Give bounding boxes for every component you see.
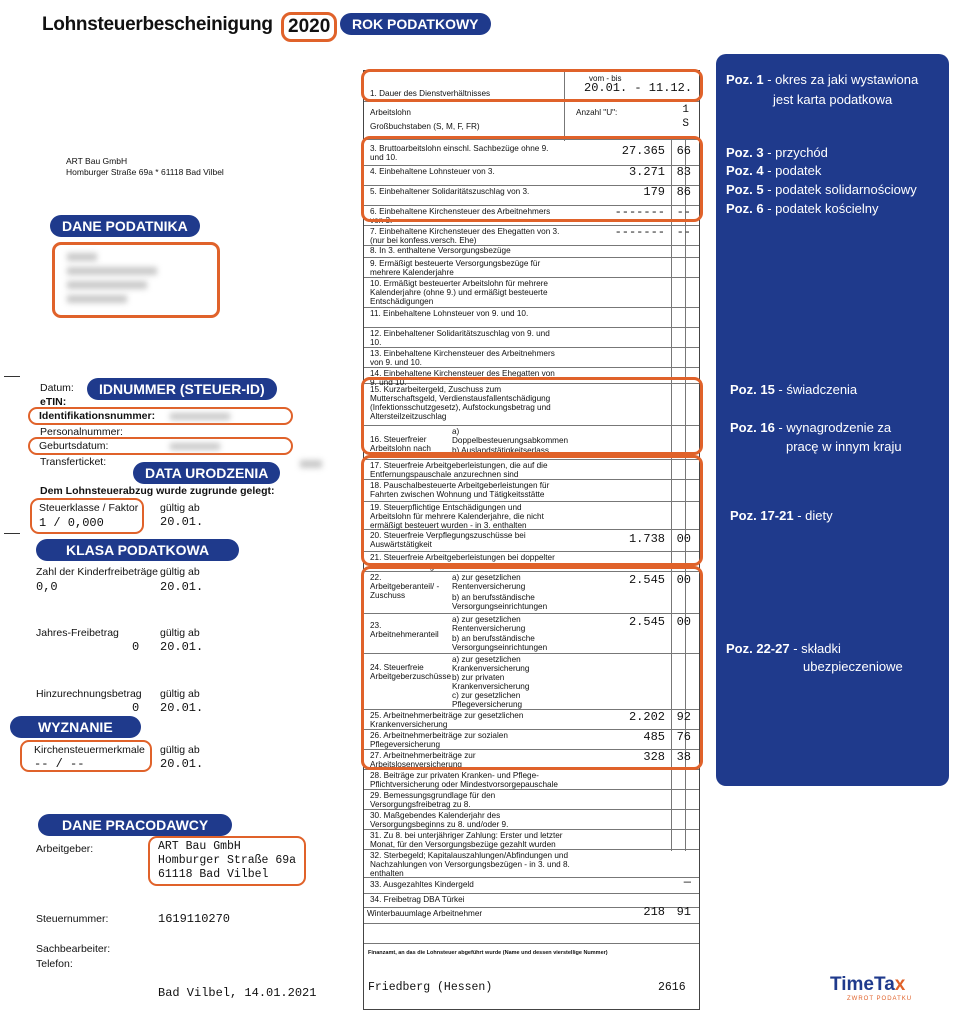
row-label: 19. Steuerpflichtige Entschädigungen und Arbeitslohn für mehrere Kalenderjahre, die nicht ermäßigt besteuert wurden - in 3. enthalten bbox=[370, 503, 544, 530]
gueltig-label: gültig ab bbox=[160, 502, 200, 514]
form-row-33 bbox=[364, 877, 699, 894]
blurred-text bbox=[170, 443, 220, 450]
row-amount: 1.738 bbox=[628, 532, 665, 546]
row-label: 16. Steuerfreier Arbeitslohn nach bbox=[370, 435, 431, 453]
row-sublabel: c) zur gesetzlichen Pflegeversicherung bbox=[452, 691, 523, 709]
tax-year-highlight: 2020 bbox=[281, 12, 337, 42]
row-sublabel: a) zur gesetzlichen Rentenversicherung bbox=[452, 615, 526, 633]
form-row-7 bbox=[364, 225, 699, 246]
row-cents: 00 bbox=[676, 615, 691, 629]
blurred-text bbox=[67, 281, 147, 289]
row-label: 31. Zu 8. bei unterjähriger Zahlung: Erster und letzter Monat, für den Versorgungsbezüge gezahlt wurden bbox=[370, 831, 563, 849]
row-label: 34. Freibetrag DBA Türkei bbox=[370, 895, 465, 904]
kinder-label: Zahl der Kinderfreibeträge bbox=[36, 566, 158, 578]
row-cents: 66 bbox=[676, 144, 691, 158]
row-sublabel: b) an berufsständische Versorgungseinrichtungen bbox=[452, 634, 548, 652]
form-row-10 bbox=[364, 277, 699, 308]
kinder-value: 0,0 bbox=[36, 580, 58, 594]
transfer-label: Transferticket: bbox=[40, 456, 107, 468]
gueltig-date: 20.01. bbox=[160, 757, 204, 771]
row-label: 29. Bemessungsgrundlage für den Versorgungsfreibetrag zu 8. bbox=[370, 791, 496, 809]
arbeitgeber-label: Arbeitgeber: bbox=[36, 843, 94, 855]
row-amount: 218 bbox=[643, 905, 665, 919]
blurred-text bbox=[170, 413, 230, 420]
personal-label: Personalnummer: bbox=[40, 426, 123, 438]
form-row-12 bbox=[364, 327, 699, 348]
row-value: S bbox=[682, 118, 689, 130]
panel-line-poz-5: Poz. 5 - podatek solidarnościowy bbox=[726, 182, 917, 197]
kirchen-value: -- / -- bbox=[34, 757, 85, 771]
row-label: Arbeitslohn bbox=[370, 108, 411, 117]
explanation-panel bbox=[716, 54, 949, 786]
highlight-poz-15-16 bbox=[361, 377, 703, 455]
row-sublabel: a) zur gesetzlichen Krankenversicherung bbox=[452, 655, 530, 673]
datum-label: Datum: bbox=[40, 382, 74, 394]
row-cents: — bbox=[683, 875, 691, 889]
telefon-label: Telefon: bbox=[36, 958, 73, 970]
row-cents: 76 bbox=[676, 730, 691, 744]
tax-year-badge: ROK PODATKOWY bbox=[340, 13, 491, 35]
panel-line-poz-16: Poz. 16 - wynagrodzenie za bbox=[730, 420, 892, 435]
finanzamt-label: Finanzamt, an das die Lohnsteuer abgeführt wurde (Name und dessen vierstellige Nummer) bbox=[368, 950, 608, 956]
idnummer-box bbox=[28, 407, 293, 425]
row-label: Anzahl "U": bbox=[576, 108, 618, 117]
kirchen-box bbox=[20, 740, 152, 772]
etin-label: eTIN: bbox=[40, 396, 67, 408]
row-label: 28. Beiträge zur privaten Kranken- und Pflege-Pflichtversicherung oder Mindestvorsorgepauschale bbox=[370, 771, 558, 789]
finanzamt-name: Friedberg (Hessen) bbox=[368, 981, 493, 994]
abzug-label: Dem Lohnsteuerabzug wurde zugrunde gelegt: bbox=[40, 485, 275, 497]
jahres-label: Jahres-Freibetrag bbox=[36, 627, 119, 639]
row-cents: 83 bbox=[676, 165, 691, 179]
timetax-logo-subtitle: ZWROT PODATKU bbox=[847, 996, 913, 1002]
blurred-text bbox=[300, 460, 322, 468]
row-label: 12. Einbehaltener Solidaritätszuschlag von 9. und 10. bbox=[370, 329, 550, 347]
row-label: 10. Ermäßigt besteuerter Arbeitslohn für mehrere Kalenderjahre (ohne 9.) und ermäßigt besteuerte Entschädigungen bbox=[370, 279, 548, 306]
taxpayer-data-box bbox=[52, 242, 220, 318]
steuerklasse-label: Steuerklasse / Faktor bbox=[39, 502, 139, 514]
row-amount: 485 bbox=[643, 730, 665, 744]
row-label: 11. Einbehaltene Lohnsteuer von 9. und 10. bbox=[370, 309, 529, 318]
form-row-28 bbox=[364, 769, 699, 790]
margin-mark bbox=[4, 376, 20, 377]
place-date: Bad Vilbel, 14.01.2021 bbox=[158, 986, 317, 1000]
row-sublabel: a) zur gesetzlichen Rentenversicherung bbox=[452, 573, 526, 591]
row-label: 22. Arbeitgeberanteil/ -Zuschuss bbox=[370, 573, 440, 600]
row-label: 33. Ausgezahltes Kindergeld bbox=[370, 880, 474, 889]
gueltig-label: gültig ab bbox=[160, 744, 200, 756]
employer-address-line: Homburger Straße 69a bbox=[158, 854, 297, 867]
row-label: 5. Einbehaltener Solidaritätszuschlag von 3. bbox=[370, 187, 530, 196]
row-label: 9. Ermäßigt besteuerte Versorgungsbezüge für mehrere Kalenderjahre bbox=[370, 259, 541, 277]
highlight-poz-22-27 bbox=[361, 566, 703, 770]
row-cents: -- bbox=[676, 205, 691, 219]
highlight-poz-17-21 bbox=[361, 455, 703, 566]
gueltig-date: 20.01. bbox=[160, 580, 204, 594]
row-sublabel: b) zur privaten Krankenversicherung bbox=[452, 673, 530, 691]
panel-line-poz-1: Poz. 1 - okres za jaki wystawiona bbox=[726, 72, 919, 87]
row-cents: 00 bbox=[676, 573, 691, 587]
steuerklasse-box bbox=[30, 498, 144, 534]
gueltig-label: gültig ab bbox=[160, 566, 200, 578]
form-row-13 bbox=[364, 347, 699, 368]
form-row-32 bbox=[364, 849, 699, 878]
form-row-11 bbox=[364, 307, 699, 328]
row-label: 4. Einbehaltene Lohnsteuer von 3. bbox=[370, 167, 495, 176]
gueltig-date: 20.01. bbox=[160, 701, 204, 715]
steuernummer-value: 1619110270 bbox=[158, 912, 231, 926]
form-row-35 bbox=[364, 907, 699, 924]
steuernummer-label: Steuernummer: bbox=[36, 913, 109, 925]
timetax-logo: TimeTax bbox=[830, 974, 906, 995]
row-amount: 2.545 bbox=[628, 573, 665, 587]
row-amount: 179 bbox=[643, 185, 665, 199]
kirchen-label: Kirchensteuermerkmale bbox=[34, 744, 145, 756]
row-cents: 38 bbox=[676, 750, 691, 764]
row-sublabel: b) an berufsständische Versorgungseinrichtungen bbox=[452, 593, 548, 611]
highlight-poz-3-6 bbox=[361, 136, 703, 222]
row-value: 1 bbox=[682, 104, 689, 116]
geburt-box bbox=[28, 437, 293, 455]
employer-address bbox=[158, 840, 296, 882]
form-row-31 bbox=[364, 829, 699, 850]
finanzamt-number: 2616 bbox=[658, 981, 686, 994]
row-cents: 91 bbox=[676, 905, 691, 919]
gueltig-date: 20.01. bbox=[160, 640, 204, 654]
row-sublabel: b) Auslandstätigkeitserlass bbox=[452, 446, 549, 455]
form-spacer-row bbox=[364, 923, 699, 944]
pill-klasa-podatkowa: KLASA PODATKOWA bbox=[36, 539, 239, 561]
row-cents: 00 bbox=[676, 532, 691, 546]
panel-line-poz-1-cont: jest karta podatkowa bbox=[773, 92, 893, 107]
panel-line-poz-17-21: Poz. 17-21 - diety bbox=[730, 508, 833, 523]
panel-line-poz-16-cont: pracę w innym kraju bbox=[786, 439, 902, 454]
row-label: 3. Bruttoarbeitslohn einschl. Sachbezüge ohne 9. und 10. bbox=[370, 144, 549, 162]
row-label: 32. Sterbegeld; Kapitalauszahlungen/Abfindungen und Nachzahlungen von Versorgungsbezügen - in 3. und 8. enthalten bbox=[370, 851, 570, 878]
gueltig-label: gültig ab bbox=[160, 627, 200, 639]
pill-dane-podatnika: DANE PODATNIKA bbox=[50, 215, 200, 237]
blurred-text bbox=[67, 253, 97, 261]
geburt-label: Geburtsdatum: bbox=[39, 440, 109, 452]
panel-line-poz-22-27-cont: ubezpieczeniowe bbox=[803, 659, 903, 674]
panel-line-poz-6: Poz. 6 - podatek kościelny bbox=[726, 201, 879, 216]
form-row-29 bbox=[364, 789, 699, 810]
highlight-poz-1 bbox=[361, 69, 703, 102]
ident-label: Identifikationsnummer: bbox=[39, 410, 156, 422]
form-row-30 bbox=[364, 809, 699, 830]
row-label: 18. Pauschalbesteuerte Arbeitgeberleistungen für Fahrten zwischen Wohnung und Tätigkeitsstätte bbox=[370, 481, 550, 499]
row-cents: 86 bbox=[676, 185, 691, 199]
vom-bis-label: vom - bis bbox=[589, 74, 622, 83]
row-label: 6. Einbehaltene Kirchensteuer des Arbeitnehmers von 3. bbox=[370, 207, 551, 225]
sachbearbeiter-label: Sachbearbeiter: bbox=[36, 943, 111, 955]
document-title: Lohnsteuerbescheinigung bbox=[42, 14, 273, 35]
pill-data-urodzenia: DATA URODZENIA bbox=[133, 462, 280, 484]
steuerklasse-value: 1 / 0,000 bbox=[39, 516, 104, 530]
row-label: 21. Steuerfreie Arbeitgeberleistungen bei doppelter Haushaltsführung bbox=[370, 553, 555, 571]
employer-small-address bbox=[66, 156, 224, 178]
row-label: 1. Dauer des Dienstverhältnisses bbox=[370, 89, 491, 98]
row-label: 8. In 3. enthaltene Versorgungsbezüge bbox=[370, 246, 511, 255]
margin-mark bbox=[4, 533, 20, 534]
row-label: 15. Kurzarbeitergeld, Zuschuss zum Mutterschaftsgeld, Verdienstausfallentschädigung (Infektionsschutzgesetz), Aufstockungsbetrag und Altersteilzeitzuschlag bbox=[370, 385, 551, 421]
row-cents: 92 bbox=[676, 710, 691, 724]
row-label: 20. Steuerfreie Verpflegungszuschüsse bei Auswärtstätigkeit bbox=[370, 531, 526, 549]
employer-small-line2: Homburger Straße 69a * 61118 Bad Vilbel bbox=[66, 167, 224, 177]
form-row-2 bbox=[364, 101, 699, 140]
row-label: 26. Arbeitnehmerbeiträge zur sozialen Pflegeversicherung bbox=[370, 731, 508, 749]
row-amount: ------- bbox=[614, 205, 665, 219]
row-amount: 2.545 bbox=[628, 615, 665, 629]
row-label: 23. Arbeitnehmeranteil bbox=[370, 621, 439, 639]
panel-line-poz-15: Poz. 15 - świadczenia bbox=[730, 382, 858, 397]
row-label: 7. Einbehaltene Kirchensteuer des Ehegatten von 3. (nur bei konfess.versch. Ehe) bbox=[370, 227, 560, 245]
pill-idnummer: IDNUMMER (STEUER-ID) bbox=[87, 378, 277, 400]
blurred-text bbox=[67, 295, 127, 303]
hinzu-label: Hinzurechnungsbetrag bbox=[36, 688, 142, 700]
row-value: 20.01. - 11.12. bbox=[584, 81, 693, 95]
hinzu-value: 0 bbox=[132, 701, 140, 715]
row-label: 30. Maßgebendes Kalenderjahr des Versorgungsbeginns zu 8. und/oder 9. bbox=[370, 811, 509, 829]
jahres-value: 0 bbox=[132, 640, 140, 654]
pill-dane-pracodawcy: DANE PRACODAWCY bbox=[38, 814, 232, 836]
gueltig-date: 20.01. bbox=[160, 515, 204, 529]
row-label: 25. Arbeitnehmerbeiträge zur gesetzlichen Krankenversicherung bbox=[370, 711, 524, 729]
gueltig-label: gültig ab bbox=[160, 688, 200, 700]
row-amount: ------- bbox=[614, 225, 665, 239]
row-amount: 27.365 bbox=[621, 144, 665, 158]
row-cents: -- bbox=[676, 225, 691, 239]
form-row-9 bbox=[364, 257, 699, 278]
panel-line-poz-22-27: Poz. 22-27 - składki bbox=[726, 641, 841, 656]
row-amount: 3.271 bbox=[628, 165, 665, 179]
row-label: 24. Steuerfreie Arbeitgeberzuschüsse bbox=[370, 663, 452, 681]
row-label: 13. Einbehaltene Kirchensteuer des Arbeitnehmers von 9. und 10. bbox=[370, 349, 555, 367]
row-amount: 328 bbox=[643, 750, 665, 764]
panel-line-poz-4: Poz. 4 - podatek bbox=[726, 163, 822, 178]
panel-line-poz-3: Poz. 3 - przychód bbox=[726, 145, 828, 160]
employer-address-line: 61118 Bad Vilbel bbox=[158, 868, 269, 881]
row-sublabel: a) Doppelbesteuerungsabkommen bbox=[452, 427, 569, 445]
employer-small-line1: ART Bau GmbH bbox=[66, 156, 128, 166]
row-label: 27. Arbeitnehmerbeiträge zur Arbeitslosenversicherung bbox=[370, 751, 476, 769]
row-label: 17. Steuerfreie Arbeitgeberleistungen, die auf die Entfernungspauschale anzurechnen sind bbox=[370, 461, 548, 479]
employer-address-box bbox=[148, 836, 306, 886]
employer-address-line: ART Bau GmbH bbox=[158, 840, 241, 853]
row-label: Großbuchstaben (S, M, F, FR) bbox=[370, 122, 480, 131]
row-label: Winterbauumlage Arbeitnehmer bbox=[367, 909, 483, 918]
row-label: 14. Einbehaltene Kirchensteuer des Ehegatten von 9. und 10. bbox=[370, 369, 555, 387]
blurred-text bbox=[67, 267, 157, 275]
pill-wyznanie: WYZNANIE bbox=[10, 716, 141, 738]
row-amount: 2.202 bbox=[628, 710, 665, 724]
